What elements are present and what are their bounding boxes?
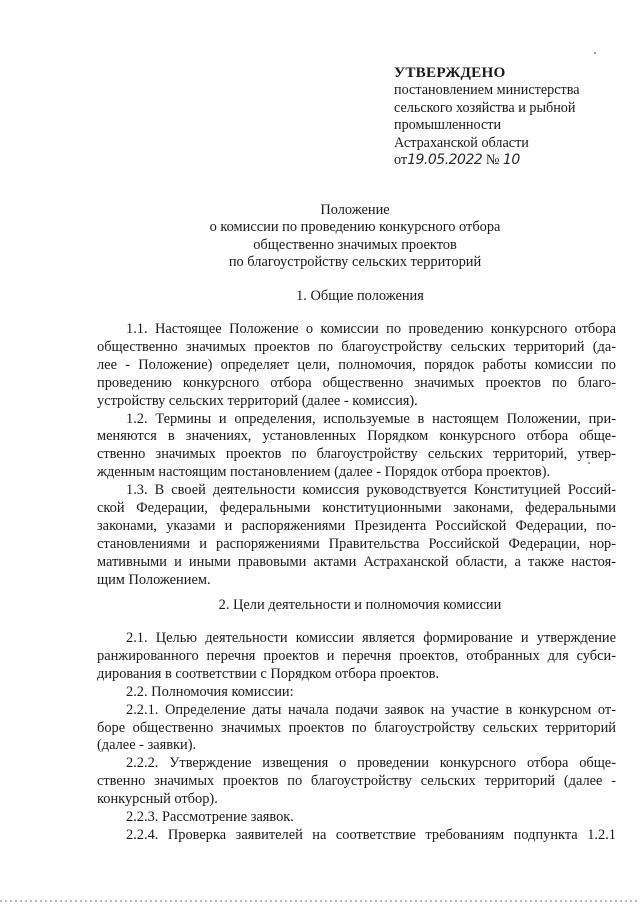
approval-line: постановлением министерства	[394, 82, 580, 99]
title-line: Положение	[320, 202, 390, 218]
text-line: дирования в соответствии с Порядком отбора проектов.	[97, 665, 440, 682]
section-1-body	[97, 321, 616, 590]
approval-heading: УТВЕРЖДЕНО	[394, 64, 506, 81]
date-prefix: от	[394, 152, 408, 169]
text-line: ской Федерации, федеральными конституционными законами, федеральными	[97, 500, 616, 517]
text-line: 1.1. Настоящее Положение о комиссии по проведению конкурсного отбора	[126, 321, 616, 337]
text-line: 2.2. Полномочия комиссии:	[126, 683, 294, 700]
approval-line: Астраханской области	[394, 134, 529, 151]
text-line: 2.2.2. Утверждение извещения о проведении конкурсного отбора обще-	[126, 755, 616, 772]
text-line: (далее - заявки).	[97, 737, 197, 754]
title-line: о комиссии по проведению конкурсного отбора	[209, 219, 501, 236]
text-line: конкурсный отбор).	[97, 791, 218, 808]
scan-speck	[588, 462, 590, 464]
paragraph-2-2-1	[97, 702, 616, 756]
paragraph-1-2	[97, 411, 616, 483]
text-line: становлениями и распоряжениями Правительства Российской Федерации, нор-	[97, 535, 616, 552]
section-2-heading: 2. Цели деятельности и полномочия комиссии	[218, 597, 502, 613]
text-line: мативными и иными правовыми актами Астраханской области, а также настоя-	[97, 553, 616, 570]
text-line: боре общественно значимых проектов по благоустройству сельских территорий	[97, 719, 616, 736]
paragraph-2-2-2	[97, 755, 616, 809]
text-line: законами, указами и распоряжениями Президента Российской Федерации, по-	[97, 517, 616, 534]
paragraph-2-2-4	[97, 827, 616, 845]
text-line: ственно значимых проектов по благоустройству сельских территорий (далее -	[97, 773, 616, 790]
number-prefix: №	[485, 152, 500, 169]
section-1-heading: 1. Общие положения	[296, 288, 424, 304]
approval-line: промышленности	[394, 117, 502, 134]
handwritten-date: 19.05.2022	[407, 152, 483, 169]
handwritten-number: 10	[502, 152, 520, 169]
approval-stamp	[394, 64, 624, 169]
text-line: 2.2.1. Определение даты начала подачи заявок на участие в конкурсном от-	[126, 701, 616, 718]
paragraph-1-1	[97, 321, 616, 411]
scan-speck	[594, 52, 596, 54]
paragraph-2-2-3	[97, 809, 616, 827]
section-2-body	[97, 630, 616, 845]
document-title	[120, 202, 590, 272]
text-line: жденным настоящим постановлением (далее - Порядок отбора проектов).	[97, 464, 551, 481]
text-line: лее - Положение) определяет цели, полномочия, порядок работы комиссии по	[97, 356, 616, 373]
title-line: общественно значимых проектов	[253, 236, 457, 253]
text-line: щим Положением.	[97, 571, 211, 588]
approval-date-line	[394, 152, 624, 169]
paragraph-1-3	[97, 482, 616, 589]
text-line: устройству сельских территорий (далее - комиссия).	[97, 392, 418, 409]
approval-line: сельского хозяйства и рыбной	[394, 99, 576, 116]
text-line: меняются в значениях, установленных Порядком конкурсного отбора обще-	[97, 428, 616, 445]
text-line: 2.1. Целью деятельности комиссии является формирование и утверждение	[126, 630, 616, 646]
text-line: ственно значимых проектов по благоустройству сельских территорий, утвер-	[97, 446, 616, 463]
text-line: 2.2.3. Рассмотрение заявок.	[126, 809, 294, 826]
text-line: 1.3. В своей деятельности комиссия руководствуется Конституцией Россий-	[126, 482, 616, 499]
paragraph-2-2	[97, 684, 616, 702]
text-line: 2.2.4. Проверка заявителей на соответствие требованиям подпункта 1.2.1	[126, 826, 616, 843]
text-line: ранжированного перечня проектов и перечня проектов, отобранных для субси-	[97, 647, 616, 664]
scan-edge	[0, 900, 640, 902]
paragraph-2-1	[97, 630, 616, 684]
text-line: общественно значимых проектов по благоустройству сельских территорий (да-	[97, 338, 616, 355]
title-line: по благоустройству сельских территорий	[228, 254, 482, 271]
text-line: проведению конкурсного отбора общественно значимых проектов по благо-	[97, 374, 616, 391]
text-line: 1.2. Термины и определения, используемые в настоящем Положении, при-	[126, 410, 616, 427]
